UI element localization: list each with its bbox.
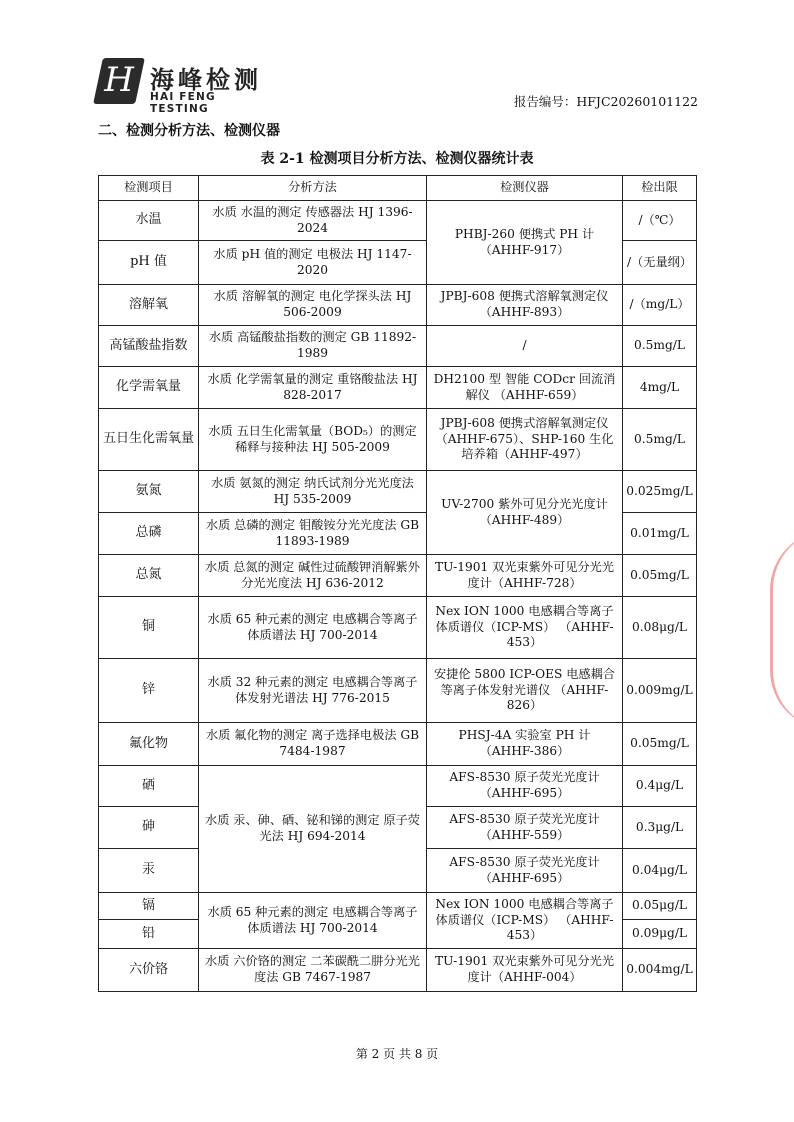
limit-cell: 4mg/L <box>623 367 697 409</box>
table-row <box>99 471 697 513</box>
method-cell: 水质 65 种元素的测定 电感耦合等离子体质谱法 HJ 700-2014 <box>199 597 427 659</box>
instrument-cell: JPBJ-608 便携式溶解氧测定仪（AHHF-675）、SHP-160 生化培养箱（AHHF-497） <box>427 409 623 471</box>
item-cell: 镉 <box>99 893 199 920</box>
header-item: 检测项目 <box>99 176 199 201</box>
instrument-cell: 安捷伦 5800 ICP-OES 电感耦合等离子体发射光谱仪 （AHHF-826） <box>427 659 623 723</box>
instrument-cell: JPBJ-608 便携式溶解氧测定仪 （AHHF-893） <box>427 285 623 326</box>
table-row <box>99 766 697 807</box>
methods-table <box>98 175 697 992</box>
table-row <box>99 326 697 367</box>
instrument-cell: Nex ION 1000 电感耦合等离子体质谱仪（ICP-MS） （AHHF-453） <box>427 893 623 949</box>
limit-cell: 0.5mg/L <box>623 326 697 367</box>
limit-cell: 0.004mg/L <box>623 949 697 992</box>
instrument-cell: UV-2700 紫外可见分光光度计（AHHF-489） <box>427 471 623 555</box>
header-method: 分析方法 <box>199 176 427 201</box>
page-footer: 第 2 页 共 8 页 <box>355 1047 439 1061</box>
limit-cell: /（℃） <box>623 201 697 241</box>
method-cell: 水质 pH 值的测定 电极法 HJ 1147-2020 <box>199 241 427 285</box>
header-instrument: 检测仪器 <box>427 176 623 201</box>
table-header-row <box>99 176 697 201</box>
item-cell: 水温 <box>99 201 199 241</box>
company-logo <box>98 58 268 115</box>
method-cell: 水质 汞、砷、硒、铋和锑的测定 原子荧光法 HJ 694-2014 <box>199 766 427 893</box>
logo-h-icon: H <box>93 58 145 104</box>
instrument-cell: Nex ION 1000 电感耦合等离子体质谱仪（ICP-MS） （AHHF-453） <box>427 597 623 659</box>
limit-cell: 0.025mg/L <box>623 471 697 513</box>
limit-cell: 0.4μg/L <box>623 766 697 807</box>
method-cell: 水质 化学需氧量的测定 重铬酸盐法 HJ 828-2017 <box>199 367 427 409</box>
logo-chinese-name: 海峰检测 <box>150 66 262 94</box>
limit-cell: 0.04μg/L <box>623 849 697 893</box>
item-cell: 六价铬 <box>99 949 199 992</box>
table-row <box>99 723 697 766</box>
instrument-cell: AFS-8530 原子荧光光度计 （AHHF-559） <box>427 807 623 849</box>
item-cell: 总磷 <box>99 513 199 555</box>
table-row <box>99 201 697 241</box>
item-cell: 氟化物 <box>99 723 199 766</box>
table-row <box>99 659 697 723</box>
header-limit: 检出限 <box>623 176 697 201</box>
table-title: 表 2-1 检测项目分析方法、检测仪器统计表 <box>260 151 534 167</box>
limit-cell: 0.05μg/L <box>623 893 697 920</box>
limit-cell: /（mg/L） <box>623 285 697 326</box>
item-cell: 锌 <box>99 659 199 723</box>
method-cell: 水质 氨氮的测定 纳氏试剂分光光度法 HJ 535-2009 <box>199 471 427 513</box>
limit-cell: /（无量纲） <box>623 241 697 285</box>
instrument-cell: AFS-8530 原子荧光光度计 （AHHF-695） <box>427 849 623 893</box>
limit-cell: 0.05mg/L <box>623 723 697 766</box>
section-title: 二、检测分析方法、检测仪器 <box>98 123 280 139</box>
item-cell: 砷 <box>99 807 199 849</box>
method-cell: 水质 五日生化需氧量（BOD₅）的测定 稀释与接种法 HJ 505-2009 <box>199 409 427 471</box>
instrument-cell: AFS-8530 原子荧光光度计 （AHHF-695） <box>427 766 623 807</box>
table-row <box>99 893 697 920</box>
table-row <box>99 555 697 597</box>
item-cell: 氨氮 <box>99 471 199 513</box>
table-row <box>99 285 697 326</box>
item-cell: 五日生化需氧量 <box>99 409 199 471</box>
item-cell: 总氮 <box>99 555 199 597</box>
instrument-cell: DH2100 型 智能 CODcr 回流消解仪 （AHHF-659） <box>427 367 623 409</box>
item-cell: 硒 <box>99 766 199 807</box>
table-row <box>99 597 697 659</box>
table-row <box>99 949 697 992</box>
seal-stamp-edge <box>770 530 794 730</box>
item-cell: 铅 <box>99 920 199 949</box>
table-row <box>99 409 697 471</box>
limit-cell: 0.01mg/L <box>623 513 697 555</box>
report-number: 报告编号：HFJC20260101122 <box>513 94 698 109</box>
item-cell: 高锰酸盐指数 <box>99 326 199 367</box>
instrument-cell: TU-1901 双光束紫外可见分光光度计（AHHF-004） <box>427 949 623 992</box>
instrument-cell: / <box>427 326 623 367</box>
method-cell: 水质 65 种元素的测定 电感耦合等离子体质谱法 HJ 700-2014 <box>199 893 427 949</box>
item-cell: pH 值 <box>99 241 199 285</box>
item-cell: 汞 <box>99 849 199 893</box>
limit-cell: 0.009mg/L <box>623 659 697 723</box>
item-cell: 铜 <box>99 597 199 659</box>
method-cell: 水质 32 种元素的测定 电感耦合等离子体发射光谱法 HJ 776-2015 <box>199 659 427 723</box>
method-cell: 水质 总磷的测定 钼酸铵分光光度法 GB 11893-1989 <box>199 513 427 555</box>
logo-english-name: HAI FENG TESTING <box>150 91 216 115</box>
table-row <box>99 367 697 409</box>
method-cell: 水质 水温的测定 传感器法 HJ 1396-2024 <box>199 201 427 241</box>
method-cell: 水质 氟化物的测定 离子选择电极法 GB 7484-1987 <box>199 723 427 766</box>
limit-cell: 0.5mg/L <box>623 409 697 471</box>
method-cell: 水质 高锰酸盐指数的测定 GB 11892-1989 <box>199 326 427 367</box>
instrument-cell: PHSJ-4A 实验室 PH 计 （AHHF-386） <box>427 723 623 766</box>
limit-cell: 0.08μg/L <box>623 597 697 659</box>
method-cell: 水质 溶解氧的测定 电化学探头法 HJ 506-2009 <box>199 285 427 326</box>
method-cell: 水质 六价铬的测定 二苯碳酰二肼分光光度法 GB 7467-1987 <box>199 949 427 992</box>
method-cell: 水质 总氮的测定 碱性过硫酸钾消解紫外分光光度法 HJ 636-2012 <box>199 555 427 597</box>
instrument-cell: TU-1901 双光束紫外可见分光光度计（AHHF-728） <box>427 555 623 597</box>
item-cell: 溶解氧 <box>99 285 199 326</box>
limit-cell: 0.09μg/L <box>623 920 697 949</box>
instrument-cell: PHBJ-260 便携式 PH 计 （AHHF-917） <box>427 201 623 285</box>
item-cell: 化学需氧量 <box>99 367 199 409</box>
limit-cell: 0.3μg/L <box>623 807 697 849</box>
limit-cell: 0.05mg/L <box>623 555 697 597</box>
